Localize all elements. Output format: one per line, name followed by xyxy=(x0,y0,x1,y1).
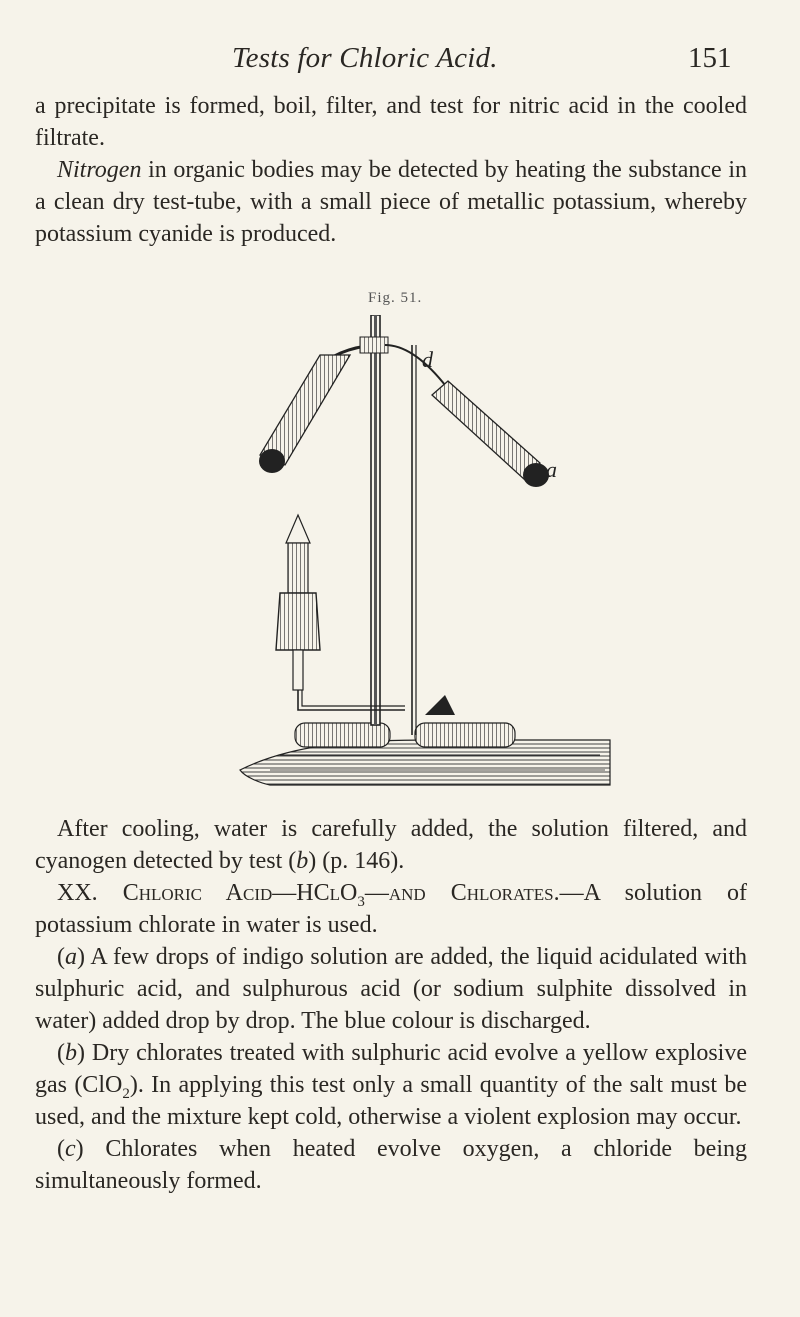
after-cooling-end: ) (p. 146). xyxy=(308,848,405,874)
label-d: d xyxy=(422,347,433,372)
figure-51-apparatus xyxy=(200,315,620,790)
nitrogen-term: Nitrogen xyxy=(57,157,142,183)
item-b-text-1: Dry chlorates treated with sulphuric acid evolve a yellow explosive gas (ClO xyxy=(35,1040,747,1098)
connecting-tube xyxy=(298,690,405,710)
paragraph-c: (c) Chlorates when heated evolve oxygen, a chloride being simultaneously formed. xyxy=(35,1136,747,1194)
test-b-ref: b xyxy=(296,848,309,874)
label-a: a xyxy=(546,457,557,482)
base-clamps xyxy=(295,695,515,747)
paragraph-precipitate: a precipitate is formed, boil, filter, and test for nitric acid in the cooled filtrate. xyxy=(35,93,747,151)
item-c-text: Chlorates when heated evolve oxygen, a chloride being simultaneously formed. xyxy=(35,1136,747,1194)
paragraph-after-cooling xyxy=(35,813,747,877)
item-label-a: a xyxy=(65,944,77,970)
thin-rod-d xyxy=(412,345,416,735)
page-number: 151 xyxy=(688,42,732,74)
bottom-text-block xyxy=(35,813,747,1197)
section-title-end: —and Chlorates. xyxy=(364,880,560,906)
item-b-text-2: ). In applying this test only a small quantity of the salt must be used, and the mixture kept cold, otherwise a violent explosion may occur. xyxy=(35,1072,747,1130)
figure-caption: Fig. 51. xyxy=(368,290,423,306)
section-intro: —A solution of potassium chlorate in water is used. xyxy=(35,880,748,938)
left-test-tube xyxy=(259,337,388,473)
after-cooling-text: After cooling, water is carefully added, the solution filtered, and cyanogen detected by test ( xyxy=(35,816,747,874)
formula-subscript-2: 2 xyxy=(122,1085,130,1102)
formula-subscript-3: 3 xyxy=(357,893,365,910)
running-title: Tests for Chloric Acid. xyxy=(232,42,498,74)
nitrogen-text: in organic bodies may be detected by heating the substance in a clean dry test-tube, with a small piece of metallic potassium, whereby potassium cyanide is produced. xyxy=(35,157,747,247)
top-text-block xyxy=(35,90,747,250)
right-test-tube xyxy=(385,345,549,487)
paragraph-nitrogen xyxy=(35,154,747,250)
paragraph-b: (b) Dry chlorates treated with sulphuric acid evolve a yellow explosive gas (ClO$_2$). In applying this test only a small quantity of the salt must be used, and the mixture kept cold, otherwise a violent explosion may occur. xyxy=(35,1040,747,1130)
apparatus-illustration xyxy=(200,315,620,790)
spirit-lamp xyxy=(276,515,320,690)
stand-rod xyxy=(371,315,380,725)
page-header xyxy=(0,42,800,82)
paragraph-a: (a) A few drops of indigo solution are added, the liquid acidulated with sulphuric acid, and sulphurous acid (or sodium sulphite dissolved in water) added drop by drop. The blue colour is discharged. xyxy=(35,944,747,1034)
section-title: XX. Chloric Acid—HClO xyxy=(57,880,358,906)
section-xx-heading xyxy=(35,877,747,941)
item-label-c: c xyxy=(65,1136,76,1162)
item-a-text: A few drops of indigo solution are added, the liquid acidulated with sulphuric acid, and sulphurous acid (or sodium sulphite dissolved in water) added drop by drop. The blue colour is discharged. xyxy=(35,944,747,1034)
item-label-b: b xyxy=(65,1040,77,1066)
